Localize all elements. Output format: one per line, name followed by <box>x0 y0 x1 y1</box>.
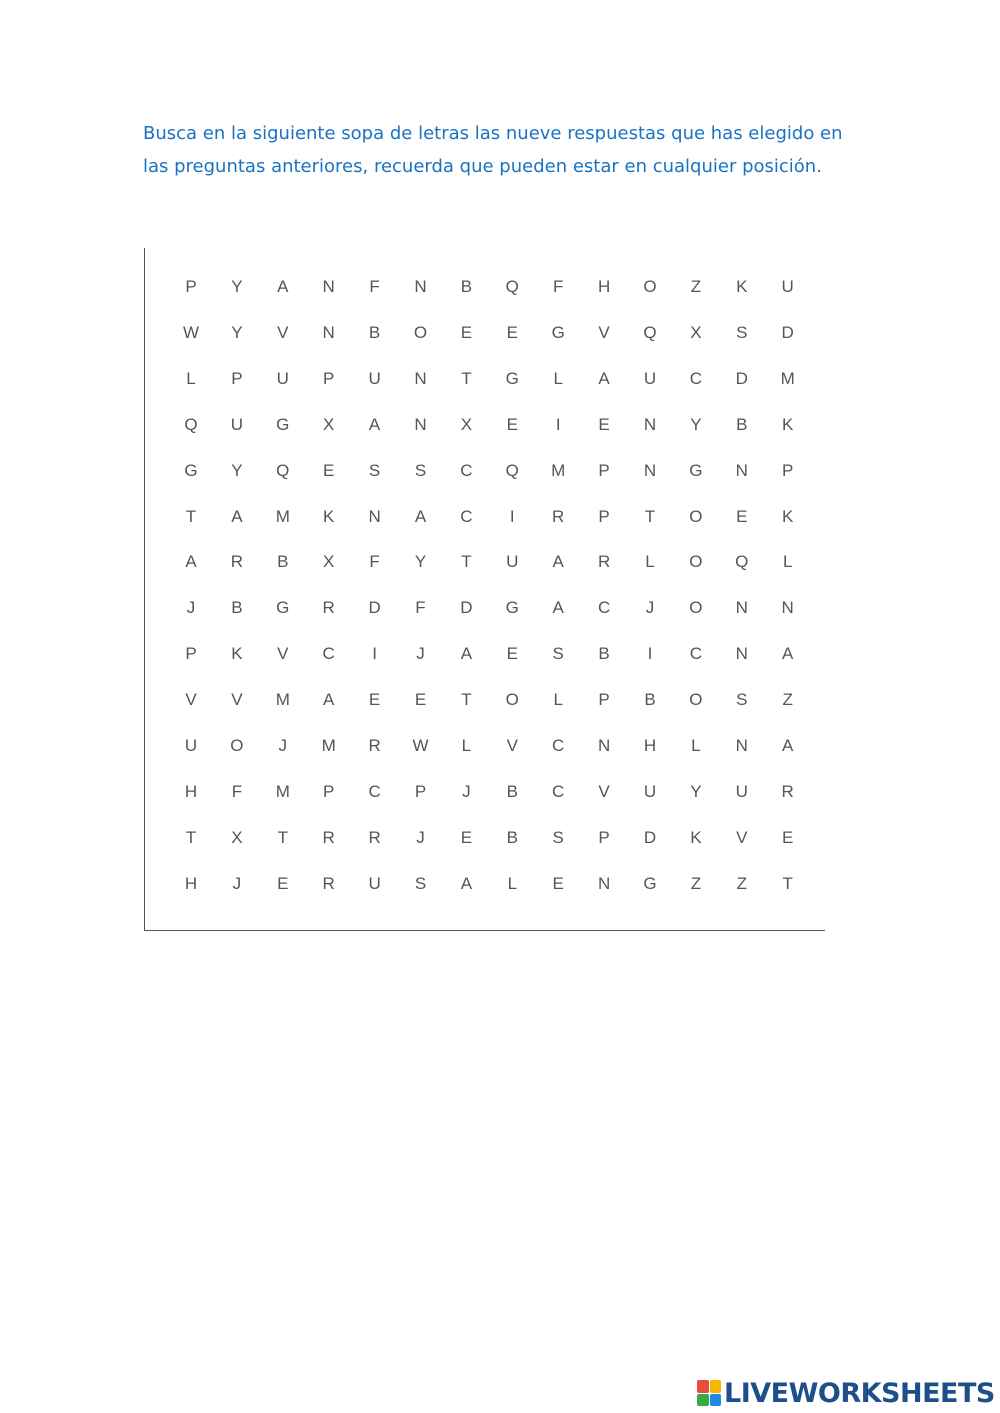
letter-cell: M <box>275 690 290 710</box>
letter-cell: Y <box>690 781 702 801</box>
letter-cell: C <box>689 368 703 388</box>
letter-cell: P <box>598 690 610 710</box>
letter-cell: A <box>414 506 427 526</box>
letter-cell: G <box>643 873 657 893</box>
letter-cell: N <box>735 460 748 480</box>
letter-cell: N <box>414 414 427 434</box>
letter-cell: A <box>368 414 381 434</box>
letter-cell: Y <box>414 552 427 572</box>
letter-cell: C <box>368 781 381 801</box>
letter-cell: N <box>414 368 427 388</box>
letter-cell: Q <box>643 322 657 342</box>
letter-cell: U <box>506 552 519 572</box>
letter-cell: K <box>782 414 794 434</box>
letter-cell: R <box>322 598 335 618</box>
letter-cell: V <box>277 644 289 664</box>
letter-cell: E <box>323 460 335 480</box>
letter-cell: P <box>782 460 794 480</box>
letter-cell: U <box>643 781 657 801</box>
letter-cell: R <box>322 873 335 893</box>
letter-cell: F <box>231 781 243 801</box>
letter-cell: C <box>689 644 703 664</box>
letter-cell: A <box>460 644 473 664</box>
letter-cell: L <box>553 368 563 388</box>
letter-cell: H <box>597 277 611 296</box>
letter-cell: Y <box>231 277 243 296</box>
letter-cell: N <box>643 414 657 434</box>
letter-cell: U <box>368 873 381 893</box>
letter-cell: W <box>412 736 429 755</box>
letter-cell: O <box>689 690 703 710</box>
letter-cell: K <box>782 506 794 526</box>
letter-cell: Z <box>690 873 702 893</box>
letter-cell: A <box>277 277 289 296</box>
letter-cell: U <box>643 368 657 388</box>
letter-cell: L <box>186 368 196 388</box>
letter-cell: E <box>414 690 427 710</box>
letter-cell: Q <box>276 460 290 480</box>
letter-cell: A <box>185 552 197 572</box>
letter-cell: O <box>643 277 657 296</box>
letter-cell: G <box>276 414 290 434</box>
letter-cell: R <box>781 781 794 801</box>
letter-cell: Z <box>782 690 793 710</box>
letter-cell: N <box>735 736 748 755</box>
letter-cell: U <box>230 414 244 434</box>
letter-cell: Q <box>505 460 519 480</box>
letter-cell: M <box>275 781 290 801</box>
letter-cell: J <box>645 598 655 618</box>
letter-cell: R <box>552 506 565 526</box>
letter-cell: G <box>505 368 519 388</box>
letter-cell: D <box>460 598 473 618</box>
logo-tile <box>697 1394 709 1407</box>
letter-cell: U <box>781 277 794 296</box>
letter-cell: S <box>414 873 427 893</box>
letter-cell: F <box>369 277 380 296</box>
letter-cell: R <box>322 827 335 847</box>
letter-cell: F <box>552 277 564 296</box>
letter-cell: I <box>372 644 377 664</box>
letter-cell: T <box>185 506 197 526</box>
letter-cell: Q <box>184 414 198 434</box>
letter-cell: E <box>277 873 289 893</box>
letter-cell: E <box>368 690 381 710</box>
letter-cell: Q <box>505 277 519 296</box>
letter-cell: B <box>644 690 656 710</box>
letter-cell: V <box>277 322 289 342</box>
letter-cell: R <box>597 552 611 572</box>
letter-cell: C <box>460 460 473 480</box>
letter-cell: T <box>185 827 197 847</box>
letter-cell: B <box>506 781 518 801</box>
letter-cell: T <box>782 873 793 893</box>
letter-cell: K <box>690 827 702 847</box>
instructions-line-2: las preguntas anteriores, recuerda que pueden estar en cualquier posición. <box>143 156 822 177</box>
letter-cell: B <box>231 598 243 618</box>
letter-cell: R <box>368 827 381 847</box>
letter-cell: G <box>689 460 703 480</box>
letter-cell: C <box>552 736 565 755</box>
letter-cell: E <box>460 322 473 342</box>
letter-cell: E <box>552 873 564 893</box>
letter-cell: R <box>230 552 244 572</box>
letter-cell: L <box>782 552 793 572</box>
letter-cell: X <box>460 414 473 434</box>
letter-cell: P <box>598 506 610 526</box>
letter-cell: N <box>735 644 748 664</box>
letter-cell: H <box>643 736 657 755</box>
letter-cell: U <box>184 736 198 755</box>
letter-cell: V <box>185 690 197 710</box>
letter-cell: F <box>415 598 426 618</box>
letter-cell: B <box>736 414 748 434</box>
letter-cell: J <box>278 736 288 755</box>
letter-cell: F <box>369 552 380 572</box>
letter-cell: P <box>323 368 335 388</box>
letter-cell: S <box>368 460 381 480</box>
letter-cell: U <box>276 368 289 388</box>
letter-cell: N <box>735 598 748 618</box>
liveworksheets-brand <box>697 1378 995 1408</box>
letter-cell: D <box>781 322 794 342</box>
letter-cell: V <box>598 322 610 342</box>
letter-cell: L <box>691 736 701 755</box>
letter-cell: P <box>185 277 197 296</box>
logo-tile <box>697 1380 709 1393</box>
letter-cell: O <box>505 690 519 710</box>
letter-cell: U <box>368 368 381 388</box>
letter-cell: P <box>598 827 610 847</box>
letter-cell: J <box>462 781 471 801</box>
letter-cell: X <box>231 827 243 847</box>
letter-cell: A <box>323 690 335 710</box>
letter-cell: K <box>231 644 243 664</box>
letter-cell: N <box>597 873 611 893</box>
letter-cell: M <box>321 736 336 755</box>
letter-cell: H <box>184 781 198 801</box>
letter-cell: E <box>736 506 748 526</box>
letter-cell: C <box>322 644 335 664</box>
letter-cell: Q <box>735 552 749 572</box>
letter-cell: G <box>551 322 565 342</box>
letter-cell: E <box>782 827 794 847</box>
letter-cell: Z <box>736 873 747 893</box>
letter-cell: E <box>506 322 518 342</box>
letter-cell: O <box>689 598 703 618</box>
letter-cell: N <box>643 460 657 480</box>
letter-cell: V <box>736 827 748 847</box>
letter-cell: I <box>555 414 561 434</box>
letter-cell: N <box>597 736 611 755</box>
letter-cell: P <box>414 781 427 801</box>
letter-cell: C <box>597 598 611 618</box>
letter-cell: L <box>461 736 472 755</box>
liveworksheets-logo-icon <box>697 1380 721 1406</box>
letter-cell: B <box>598 644 610 664</box>
letter-cell: N <box>322 322 335 342</box>
letter-cell: K <box>736 277 748 296</box>
letter-cell: P <box>598 460 610 480</box>
letter-cell: O <box>689 506 703 526</box>
letter-cell: W <box>182 322 200 342</box>
letter-cell: M <box>780 368 795 388</box>
letter-cell: N <box>414 277 427 296</box>
letter-cell: B <box>506 827 518 847</box>
letter-cell: N <box>781 598 794 618</box>
letter-cell: K <box>323 506 335 526</box>
letter-cell: I <box>509 506 515 526</box>
letter-cell: A <box>598 368 610 388</box>
letter-cell: X <box>323 552 335 572</box>
letter-cell: P <box>323 781 335 801</box>
brand-name: LIVEWORKSHEETS <box>724 1377 995 1409</box>
letter-cell: Y <box>231 460 243 480</box>
letter-cell: V <box>598 781 610 801</box>
letter-cell: A <box>782 644 794 664</box>
letter-cell: E <box>506 644 518 664</box>
letter-cell: X <box>323 414 335 434</box>
letter-cell: T <box>461 552 472 572</box>
letter-cell: O <box>413 322 428 342</box>
letter-cell: A <box>782 736 794 755</box>
letter-cell: A <box>552 598 564 618</box>
letter-cell: R <box>368 736 381 755</box>
letter-cell: E <box>460 827 473 847</box>
letter-cell: J <box>416 827 425 847</box>
letter-cell: U <box>735 781 748 801</box>
letter-cell: T <box>461 690 472 710</box>
letter-cell: J <box>232 873 242 893</box>
letter-cell: T <box>644 506 656 526</box>
letter-cell: V <box>231 690 243 710</box>
letter-cell: L <box>507 873 518 893</box>
letter-cell: D <box>643 827 657 847</box>
letter-cell: T <box>277 827 288 847</box>
letter-cell: J <box>416 644 425 664</box>
letter-cell: V <box>506 736 518 755</box>
letter-cell: L <box>645 552 655 572</box>
letter-cell: H <box>184 873 198 893</box>
letter-cell: E <box>506 414 518 434</box>
word-search-puzzle <box>144 248 825 931</box>
letter-cell: N <box>368 506 381 526</box>
instructions-line-1: Busca en la siguiente sopa de letras las nueve respuestas que has elegido en <box>143 123 843 144</box>
letter-cell: G <box>505 598 519 618</box>
letter-cell: J <box>186 598 196 618</box>
letter-cell: A <box>231 506 243 526</box>
letter-cell: C <box>552 781 565 801</box>
letter-cell: M <box>275 506 290 526</box>
letter-cell: P <box>231 368 243 388</box>
letter-cell: M <box>551 460 566 480</box>
instructions-text <box>143 117 873 183</box>
letter-cell: D <box>735 368 748 388</box>
letter-cell: B <box>460 277 473 296</box>
letter-cell: T <box>461 368 472 388</box>
letter-cell: S <box>552 827 564 847</box>
letter-cell: E <box>598 414 610 434</box>
letter-cell: A <box>552 552 564 572</box>
letter-cell: N <box>322 277 335 296</box>
letter-cell: C <box>460 506 473 526</box>
logo-tile <box>710 1394 722 1407</box>
letter-cell: O <box>230 736 244 755</box>
letter-cell: I <box>647 644 653 664</box>
letter-cell: X <box>690 322 702 342</box>
letter-cell: B <box>277 552 289 572</box>
letter-cell: G <box>184 460 198 480</box>
letter-cell: S <box>414 460 427 480</box>
letter-cell: G <box>276 598 290 618</box>
letter-cell: A <box>460 873 473 893</box>
letter-cell: Y <box>690 414 702 434</box>
letter-cell: B <box>368 322 381 342</box>
letter-cell: S <box>552 644 564 664</box>
letter-cell: D <box>368 598 381 618</box>
letter-cell: O <box>689 552 703 572</box>
letter-cell: Y <box>231 322 243 342</box>
letter-cell: Z <box>690 277 702 296</box>
letter-cell: S <box>736 690 748 710</box>
letter-cell: S <box>736 322 748 342</box>
letter-cell: L <box>553 690 563 710</box>
logo-tile <box>710 1380 722 1393</box>
letter-cell: P <box>185 644 197 664</box>
